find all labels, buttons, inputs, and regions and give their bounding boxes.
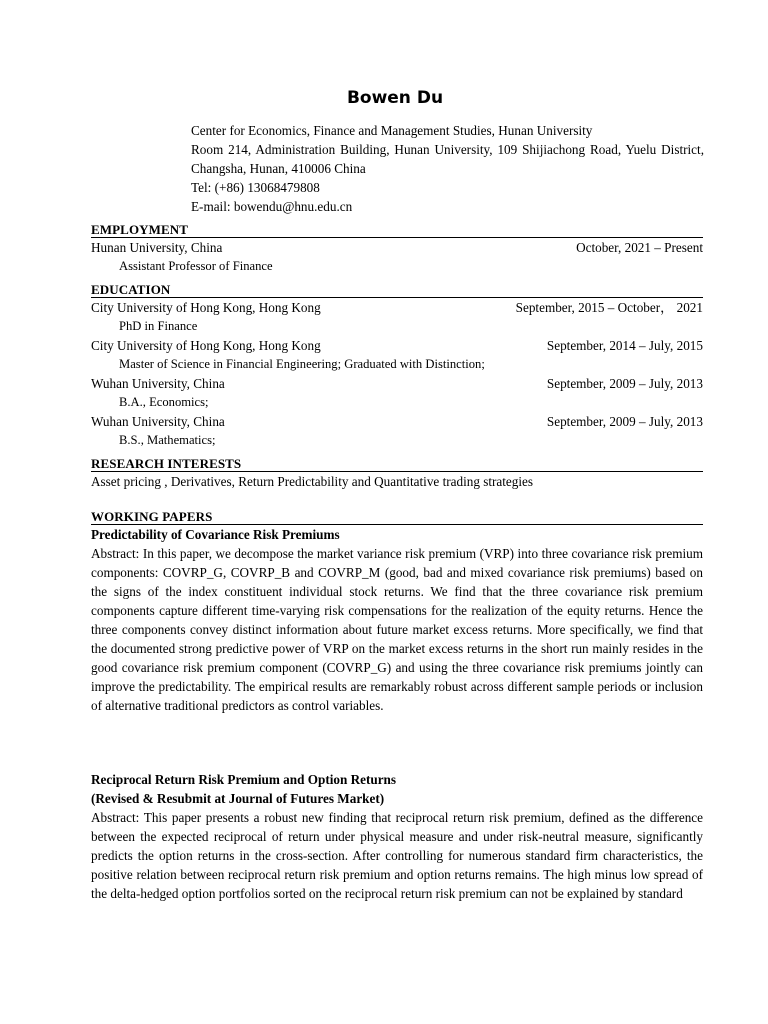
- contact-address: Room 214, Administration Building, Hunan University, 109 Shijiachong Road, Yuelu District, Changsha, Hunan, 410006 China: [191, 142, 704, 176]
- education-dates: September, 2009 – July, 2013: [546, 376, 703, 391]
- working-papers-heading: WORKING PAPERS: [91, 509, 703, 525]
- employment-dates: October, 2021 – Present: [576, 240, 703, 255]
- employment-role: Assistant Professor of Finance: [119, 259, 273, 273]
- paper-entry: [91, 525, 703, 715]
- education-degree: B.S., Mathematics;: [119, 433, 216, 447]
- education-institution: City University of Hong Kong, Hong Kong: [91, 338, 321, 353]
- education-entry: [91, 298, 703, 317]
- contact-phone: Tel: (+86) 13068479808: [191, 180, 320, 195]
- employment-entry: [91, 238, 703, 257]
- education-entry: [91, 336, 703, 355]
- education-degree: Master of Science in Financial Engineering; Graduated with Distinction;: [119, 357, 485, 371]
- paper-title: Reciprocal Return Risk Premium and Option Returns: [91, 772, 397, 787]
- paper-entry: [91, 770, 703, 903]
- education-dates: September, 2014 – July, 2015: [546, 338, 703, 353]
- paper-abstract: Abstract: In this paper, we decompose the market variance risk premium (VRP) into three covariance risk premium components: COVRP_G, COVRP_B and COVRP_M (good, bad and mixed covariance risk premiums) based on the signs of the index constituent individual stock returns. We find that the three covariance risk premium components capture different time-varying risk compensations for the realization of the equity returns. Hence the three components convey distinct information about future market excess returns. More specifically, we find that the documented strong predictive power of VRP on the market excess returns in the short run mainly resides in the good covariance risk premium component (COVRP_G) and using the three covariance risk premiums jointly can improve the predictability. The empirical results are remarkably robust across different sample periods or inclusion of alternative traditional predictors as control variables.: [91, 546, 703, 713]
- cv-body: [91, 222, 703, 903]
- research-heading: RESEARCH INTERESTS: [91, 456, 703, 472]
- cv-name: Bowen Du: [346, 88, 444, 108]
- paper-abstract: Abstract: This paper presents a robust new finding that reciprocal return risk premium, defined as the difference between the expected reciprocal of return under physical measure and under risk-neutral measure, significantly predicts the option returns in the cross-section. After controlling for numerous standard firm characteristics, the positive relation between reciprocal return risk premium and option returns remains. The high minus low spread of the delta-hedged option portfolios sorted on the reciprocal return risk premium can not be explained by standard: [91, 810, 703, 901]
- contact-block: [191, 121, 704, 216]
- education-heading-rest: DUCATION: [99, 282, 171, 297]
- education-dates: September, 2009 – July, 2013: [546, 414, 703, 429]
- employment-heading: EMPLOYMENT: [91, 222, 703, 238]
- education-degree: B.A., Economics;: [119, 395, 209, 409]
- education-entry: [91, 374, 703, 393]
- education-degree: PhD in Finance: [119, 319, 198, 333]
- education-heading-initial: E: [91, 282, 100, 297]
- research-interests-text: Asset pricing , Derivatives, Return Predictability and Quantitative trading strategies: [91, 474, 534, 489]
- education-institution: City University of Hong Kong, Hong Kong: [91, 300, 321, 315]
- paper-title: Predictability of Covariance Risk Premiums: [91, 527, 340, 542]
- education-institution: Wuhan University, China: [91, 414, 225, 429]
- paper-status: (Revised & Resubmit at Journal of Futures Market): [91, 791, 385, 806]
- contact-affiliation: Center for Economics, Finance and Management Studies, Hunan University: [191, 123, 593, 138]
- employment-institution: Hunan University, China: [91, 240, 223, 255]
- education-entry: [91, 412, 703, 431]
- contact-email[interactable]: E-mail: bowendu@hnu.edu.cn: [191, 199, 353, 214]
- education-dates: September, 2015 – October， 2021: [515, 300, 703, 315]
- education-heading: [91, 282, 703, 298]
- education-institution: Wuhan University, China: [91, 376, 225, 391]
